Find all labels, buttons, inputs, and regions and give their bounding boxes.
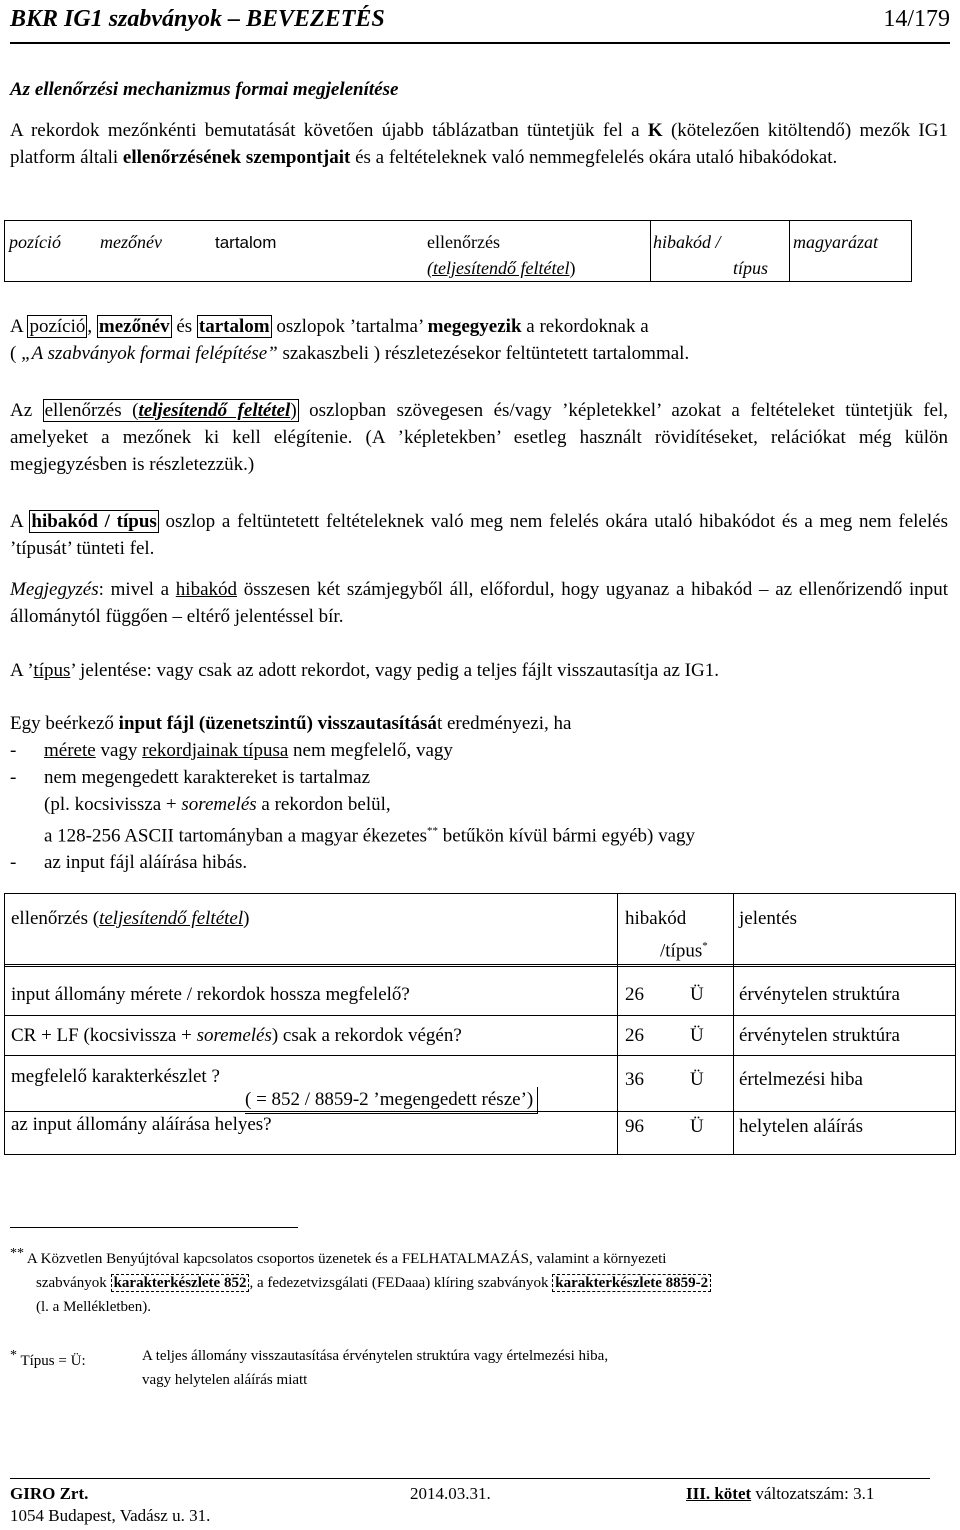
- table-row-code: 26: [625, 1025, 644, 1046]
- footnote-charset: ** A Közvetlen Benyújtóval kapcsolatos csoportos üzenetek és a FELHATALMAZÁS, valamint a környezeti szabványok karakterkészlete 852 , a fedezetvizsgálati (FEDaaa) klíring szabványok karakterkészlete 8859-2 (l. a Mellékletben).: [10, 1242, 711, 1319]
- intro-paragraph: A rekordok mezőnkénti bemutatását követően újabb táblázatban tüntetjük fel a K (kötelezően kitöltendő) mezők IG1 platform általi ellenőrzésének szempontjait és a feltételeknek való nemmegfelelés okára utaló hibakódokat.: [10, 120, 948, 168]
- table-row-meaning: érvénytelen struktúra: [739, 984, 900, 1005]
- col-tartalom: tartalom: [215, 233, 277, 252]
- list-item-cont: a 128-256 ASCII tartományban a magyar ékezetes** betűkön kívül bármi egyéb) vagy: [44, 825, 696, 847]
- list-item-cont: (pl. kocsivissza + soremelés a rekordon belül,: [44, 794, 391, 815]
- note-paragraph: Megjegyzés: mivel a hibakód összesen két számjegyből áll, előfordul, hogy ugyanaz a hibakód – az ellenőrizendő input állománytól függően – eltérő jelentéssel bír.: [10, 579, 949, 627]
- footnote-tipus: * Típus = Ü: A teljes állomány visszautasítása érvénytelen struktúra vagy értelmezési hiba, vagy helytelen aláírás miatt: [10, 1348, 609, 1388]
- header-tipus: /típus*: [660, 940, 708, 962]
- header-ellenorzes: ellenőrzés (teljesítendő feltétel): [11, 908, 250, 929]
- paragraph-hibakod: A hibakód / típus oszlop a feltüntetett feltételeknek való meg nem felelés okára utaló hibakódot és a meg nem felelés ’típusát’ tünteti fel.: [10, 511, 948, 559]
- table-row-type: Ü: [690, 1069, 704, 1090]
- col-feltetel: (teljesítendő feltétel): [427, 258, 576, 278]
- table-row-condition: az input állomány aláírása helyes?: [11, 1114, 272, 1135]
- incoming-intro: Egy beérkező input fájl (üzenetszintű) visszautasítását eredményezi, ha: [10, 713, 572, 734]
- tipus-paragraph: A ’típus’ jelentése: vagy csak az adott rekordot, vagy pedig a teljes fájlt visszautasítja az IG1.: [10, 660, 719, 681]
- table-row-code: 36: [625, 1069, 644, 1090]
- list-item: - az input fájl aláírása hibás.: [10, 852, 248, 874]
- table-row-meaning: érvénytelen struktúra: [739, 1025, 900, 1046]
- list-item: - nem megengedett karaktereket is tartalmaz: [10, 767, 371, 788]
- footer-company: GIRO Zrt.: [10, 1484, 89, 1503]
- table-row-meaning: értelmezési hiba: [739, 1069, 863, 1090]
- col-pozicio: pozíció: [9, 232, 61, 252]
- table-row-condition: input állomány mérete / rekordok hossza megfelelő?: [11, 984, 410, 1005]
- table-row-type: Ü: [690, 1025, 704, 1046]
- table-row-code: 26: [625, 984, 644, 1005]
- page-number: 14/179: [883, 6, 950, 32]
- col-magyarazat: magyarázat: [793, 232, 878, 252]
- document-title: BKR IG1 szabványok – BEVEZETÉS: [10, 6, 385, 32]
- paragraph-ellenorzes: Az ellenőrzés (teljesítendő feltétel) oszlopban szövegesen és/vagy ’képletekkel’ azokat a feltételeket tüntetjük fel, amelyeket a mezőnek ki kell elégítenie. (A ’képletekben’ esetleg használt rövidítéseket, relációkat még külön megjegyzésben is részletezzük.): [10, 400, 948, 475]
- col-tipus: típus: [733, 258, 769, 278]
- col-hibakod: hibakód /: [653, 232, 721, 252]
- col-ellenorzes: ellenőrzés: [427, 232, 500, 252]
- table-row-code: 96: [625, 1116, 644, 1137]
- table-row-condition: megfelelő karakterkészlet ?: [11, 1066, 220, 1087]
- footnote-separator: [10, 1227, 298, 1228]
- footer-volume: III. kötet változatszám: 3.1: [686, 1484, 875, 1503]
- table-row-condition-detail: ( = 852 / 8859-2 ’megengedett része’): [245, 1087, 538, 1114]
- incoming-file-conditions: [10, 710, 948, 876]
- paragraph-columns-content: A pozíció , mezőnév és tartalom oszlopok ’tartalma’ megegyezik a rekordoknak a ( „A szabványok formai felépítése” szakaszbeli ) részletezésekor feltüntetett tartalommal.: [10, 316, 690, 364]
- table-row-condition: CR + LF (kocsivissza + soremelés) csak a rekordok végén?: [11, 1025, 462, 1046]
- table-row-type: Ü: [690, 1116, 704, 1137]
- page-header: [10, 4, 950, 44]
- error-code-table: [4, 893, 956, 1155]
- table-row-meaning: helytelen aláírás: [739, 1116, 863, 1137]
- field-columns-table: [4, 220, 912, 282]
- header-hibakod: hibakód: [625, 908, 687, 929]
- table-row-type: Ü: [690, 984, 704, 1005]
- footer-address: 1054 Budapest, Vadász u. 31.: [10, 1506, 211, 1525]
- header-jelentes: jelentés: [739, 908, 798, 929]
- list-item: - mérete vagy rekordjainak típusa nem megfelelő, vagy: [10, 740, 453, 761]
- col-mezonev: mezőnév: [100, 232, 162, 252]
- footer-date: 2014.03.31.: [410, 1484, 491, 1503]
- section-title: Az ellenőrzési mechanizmus formai megjelenítése: [10, 79, 399, 100]
